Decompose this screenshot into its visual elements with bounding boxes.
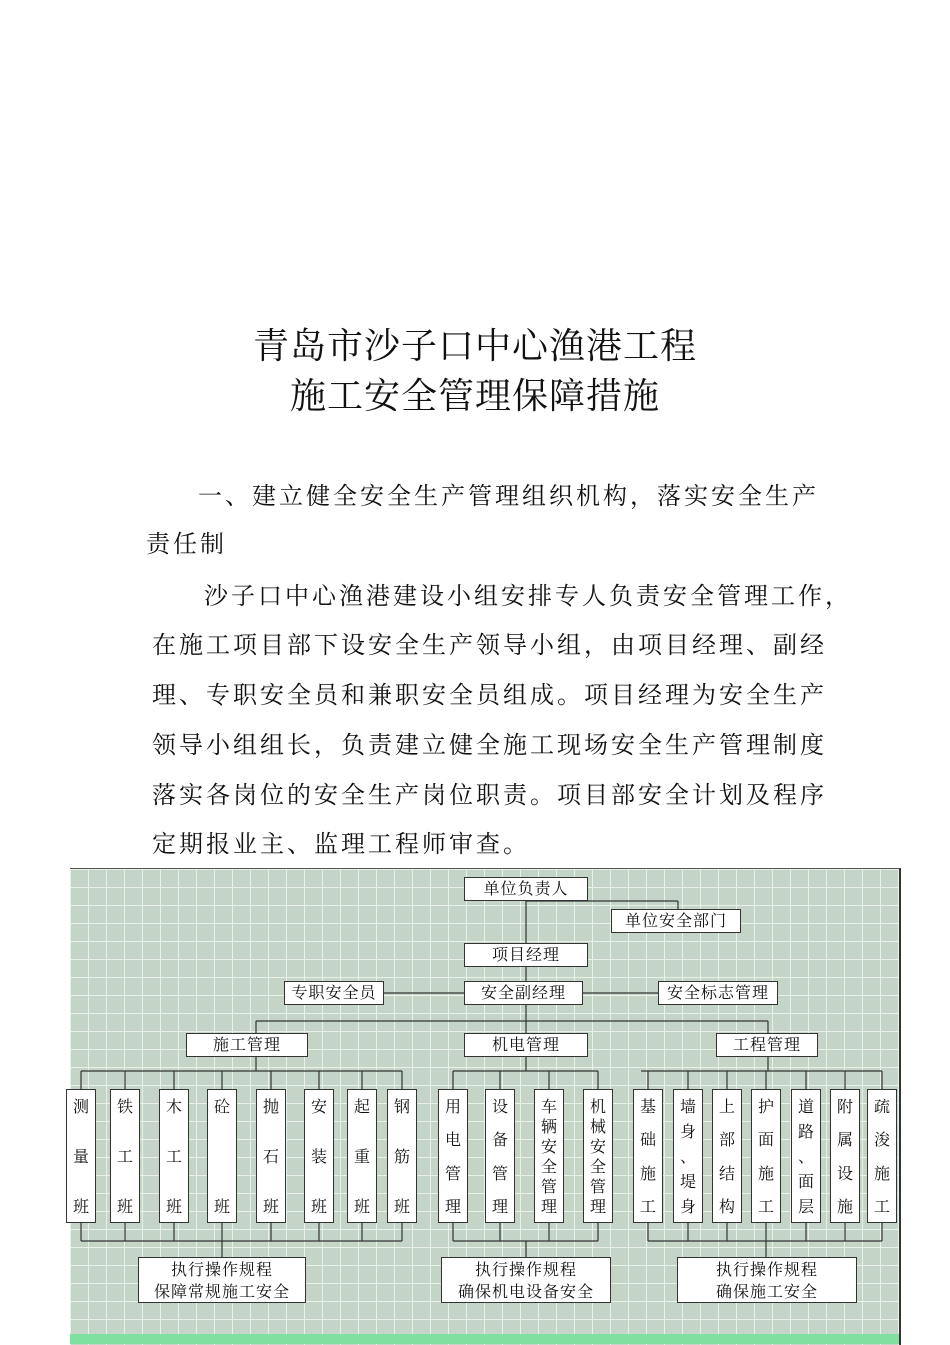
- body-line: 沙子口中心渔港建设小组安排专人负责安全管理工作，: [204, 582, 852, 610]
- unit-safety-dept-box: 单位安全部门: [611, 909, 741, 933]
- team-box: [633, 1089, 663, 1223]
- team-char: 堤: [679, 1172, 696, 1191]
- team-char: 班: [353, 1197, 370, 1216]
- team-box: [534, 1089, 564, 1223]
- team-char: 层: [797, 1197, 814, 1216]
- team-char: 工: [757, 1197, 774, 1216]
- team-char: 筋: [393, 1147, 410, 1166]
- team-char: 构: [718, 1197, 735, 1216]
- document-title-line2: 施工安全管理保障措施: [289, 376, 660, 417]
- team-char: 石: [262, 1147, 279, 1166]
- unit-head-box: 单位负责人: [464, 877, 588, 901]
- team-char: 班: [393, 1197, 410, 1216]
- team-char: 安: [310, 1097, 327, 1116]
- team-char: 面: [797, 1172, 814, 1191]
- team-char: 管: [589, 1177, 606, 1196]
- team-char: 施: [757, 1163, 774, 1183]
- exec-box-engineering: [677, 1257, 857, 1303]
- team-char: 械: [589, 1117, 606, 1136]
- team-box: [207, 1089, 237, 1223]
- team-char: 机: [589, 1097, 606, 1116]
- team-char: 铁: [116, 1097, 133, 1116]
- section-heading: 一、建立健全安全生产管理组织机构，落实安全生产: [198, 482, 819, 510]
- body-line: 领导小组组长，负责建立健全施工现场安全生产管理制度: [152, 731, 827, 759]
- exec-box-construction: [138, 1257, 306, 1303]
- team-char: 班: [310, 1197, 327, 1216]
- team-box: [867, 1089, 897, 1223]
- team-char: 班: [213, 1197, 230, 1216]
- body-line: 在施工项目部下设安全生产领导小组，由项目经理、副经: [152, 631, 827, 659]
- team-char: 基: [639, 1097, 656, 1116]
- team-char: 设: [491, 1097, 508, 1116]
- team-box: [66, 1089, 96, 1223]
- team-char: 车: [540, 1097, 557, 1116]
- team-char: 施: [873, 1163, 890, 1183]
- team-box: [256, 1089, 286, 1223]
- team-char: 础: [639, 1130, 656, 1150]
- team-char: 、: [679, 1147, 696, 1166]
- team-char: 理: [491, 1197, 508, 1216]
- team-char: 、: [797, 1147, 814, 1166]
- team-char: 面: [757, 1130, 774, 1150]
- project-manager-box: 项目经理: [464, 943, 588, 967]
- team-char: 上: [718, 1097, 735, 1116]
- team-char: 身: [679, 1122, 696, 1141]
- team-char: 重: [353, 1147, 370, 1166]
- team-box: [712, 1089, 742, 1223]
- safety-org-chart: [70, 868, 901, 1345]
- team-box: [387, 1089, 417, 1223]
- exec-line: 确保机电设备安全: [457, 1282, 594, 1301]
- team-char: 辆: [540, 1117, 557, 1136]
- exec-line: 执行操作规程: [715, 1260, 818, 1279]
- team-char: 身: [679, 1197, 696, 1216]
- team-char: 装: [310, 1147, 327, 1166]
- team-char: 管: [540, 1177, 557, 1196]
- body-line: 理、专职安全员和兼职安全员组成。项目经理为安全生产: [152, 681, 827, 709]
- team-char: 施: [836, 1197, 853, 1216]
- team-char: 管: [491, 1163, 508, 1183]
- team-char: 理: [540, 1197, 557, 1216]
- team-char: 抛: [262, 1097, 279, 1116]
- team-box: [583, 1089, 613, 1223]
- section-heading-cont: 责任制: [146, 530, 227, 558]
- team-char: 起: [353, 1097, 370, 1116]
- team-char: 钢: [393, 1097, 410, 1116]
- exec-line: 保障常规施工安全: [153, 1282, 290, 1301]
- team-char: 道: [797, 1097, 814, 1116]
- document-title-line1: 青岛市沙子口中心渔港工程: [252, 326, 697, 367]
- team-char: 管: [444, 1163, 461, 1183]
- deputy-manager-box: 安全副经理: [464, 981, 583, 1005]
- team-box: [110, 1089, 140, 1223]
- construction-mgmt-box: 施工管理: [186, 1033, 308, 1057]
- team-char: 砼: [213, 1097, 230, 1116]
- team-char: 班: [72, 1197, 89, 1216]
- team-char: 工: [116, 1147, 133, 1166]
- team-box: [830, 1089, 860, 1223]
- exec-line: 执行操作规程: [474, 1260, 577, 1279]
- exec-line: 确保施工安全: [715, 1282, 818, 1301]
- team-char: 木: [165, 1097, 182, 1116]
- team-char: 部: [718, 1130, 735, 1150]
- team-char: 班: [165, 1197, 182, 1216]
- team-char: 安: [540, 1137, 557, 1156]
- team-char: 工: [873, 1197, 890, 1216]
- team-char: 工: [639, 1197, 656, 1216]
- body-line: 定期报业主、监理工程师审查。: [152, 830, 530, 858]
- team-char: 设: [836, 1163, 853, 1183]
- team-char: 安: [589, 1137, 606, 1156]
- team-char: 量: [72, 1147, 89, 1166]
- bottom-strip: [70, 1334, 899, 1344]
- exec-line: 执行操作规程: [170, 1260, 273, 1279]
- team-char: 结: [718, 1163, 735, 1183]
- engineering-mgmt-box: 工程管理: [716, 1033, 818, 1057]
- team-char: 浚: [873, 1130, 890, 1150]
- team-char: 护: [757, 1097, 774, 1116]
- team-char: 用: [444, 1097, 461, 1116]
- team-char: 班: [116, 1197, 133, 1216]
- electromechanical-mgmt-box: 机电管理: [464, 1033, 588, 1057]
- body-line: 落实各岗位的安全生产岗位职责。项目部安全计划及程序: [152, 781, 827, 809]
- team-char: 测: [72, 1097, 89, 1116]
- team-box: [751, 1089, 781, 1223]
- team-char: 理: [444, 1197, 461, 1216]
- team-char: 全: [540, 1157, 557, 1176]
- team-box: [438, 1089, 468, 1223]
- team-char: 疏: [873, 1097, 890, 1116]
- exec-box-electromechanical: [441, 1257, 611, 1303]
- team-char: 附: [836, 1097, 853, 1116]
- team-char: 工: [165, 1147, 182, 1166]
- team-char: 班: [262, 1197, 279, 1216]
- team-box: [347, 1089, 377, 1223]
- team-box: [791, 1089, 821, 1223]
- safety-sign-mgmt-box: 安全标志管理: [658, 981, 778, 1005]
- team-box: [159, 1089, 189, 1223]
- team-char: 施: [639, 1163, 656, 1183]
- safety-officer-box: 专职安全员: [284, 981, 384, 1005]
- team-box: [485, 1089, 515, 1223]
- team-box: [304, 1089, 334, 1223]
- team-char: 路: [797, 1122, 814, 1141]
- team-char: 备: [491, 1130, 508, 1150]
- team-char: 电: [444, 1130, 461, 1150]
- team-char: 全: [589, 1157, 606, 1176]
- team-char: 属: [836, 1130, 853, 1150]
- team-box: [673, 1089, 703, 1223]
- team-char: 理: [589, 1197, 606, 1216]
- team-char: 墙: [679, 1097, 696, 1116]
